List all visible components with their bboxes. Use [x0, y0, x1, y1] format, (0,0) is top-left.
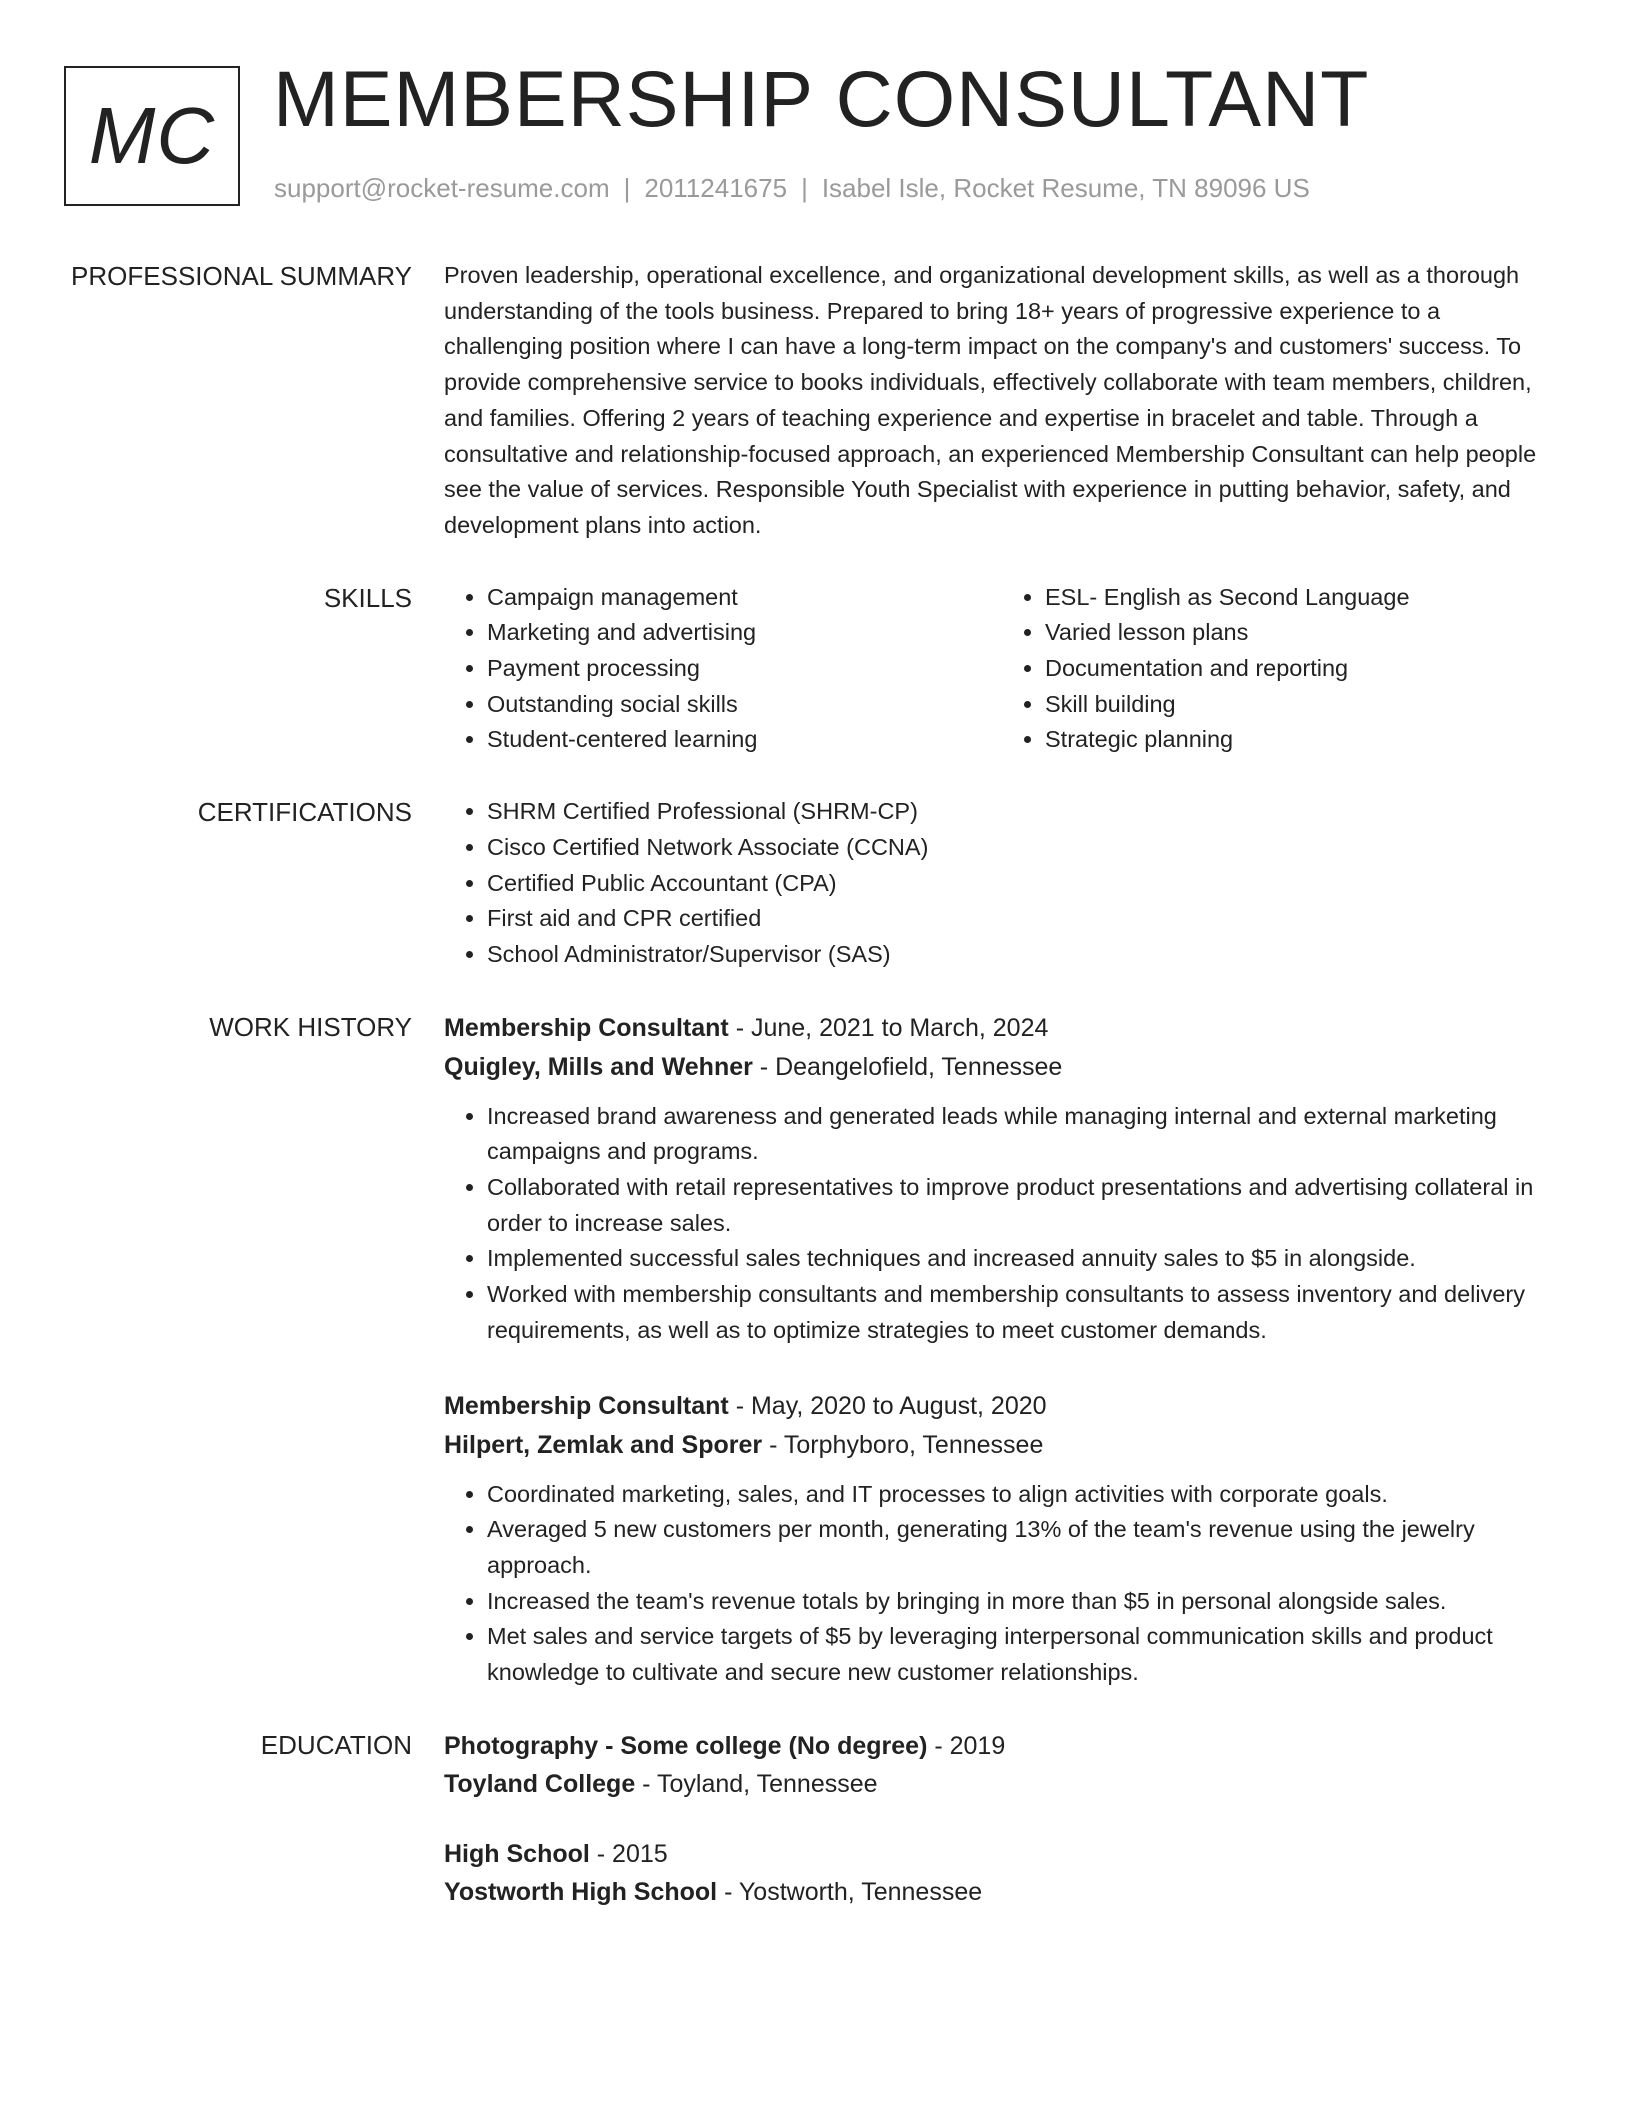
job-location: - Torphyboro, Tennessee	[762, 1430, 1044, 1459]
monogram: MC	[64, 66, 240, 206]
skills-list-left	[444, 580, 1002, 759]
work-history-section	[0, 1009, 1632, 1691]
certification-item: • School Administrator/Supervisor (SAS)	[487, 937, 1560, 973]
certification-item: • Cisco Certified Network Associate (CCNA)	[487, 830, 1560, 866]
skill-item: • Outstanding social skills	[487, 687, 1002, 723]
skill-item: • Skill building	[1045, 687, 1560, 723]
job-bullet: • Averaged 5 new customers per month, generating 13% of the team's revenue using the jewelry approach.	[487, 1512, 1560, 1583]
job-bullets	[444, 1099, 1560, 1349]
certification-item: • First aid and CPR certified	[487, 901, 1560, 937]
job-bullet: • Increased brand awareness and generated leads while managing internal and external marketing campaigns and programs.	[487, 1099, 1560, 1170]
section-heading: WORK HISTORY	[209, 1011, 412, 1042]
certification-item: • SHRM Certified Professional (SHRM-CP)	[487, 794, 1560, 830]
summary-text: Proven leadership, operational excellence, and organizational development skills, as well as a thorough understanding of the tools business. Prepared to bring 18+ years of progressive experience to a challenging position where I can have a long-term impact on the company's and customers' success. To provide comprehensive service to books individuals, effectively collaborate with team members, children, and families. Offering 2 years of teaching experience and expertise in bracelet and table. Through a consultative and relationship-focused approach, an experienced Membership Consultant can help people see the value of services. Responsible Youth Specialist with experience in putting behavior, safety, and development plans into action.	[444, 262, 1537, 538]
education-section	[0, 1727, 1632, 1911]
education-school: Yostworth High School	[444, 1877, 718, 1906]
job-bullet: • Increased the team's revenue totals by bringing in more than $5 in personal alongside sales.	[487, 1584, 1560, 1620]
education-school: Toyland College	[444, 1769, 636, 1798]
job-dates: - May, 2020 to August, 2020	[728, 1391, 1047, 1420]
job-title: Membership Consultant	[444, 1391, 729, 1420]
section-heading: EDUCATION	[260, 1729, 412, 1760]
education-entry	[444, 1835, 1560, 1911]
resume-title: MEMBERSHIP CONSULTANT	[273, 54, 1370, 143]
education-year: - 2019	[927, 1731, 1006, 1760]
job-bullets	[444, 1477, 1560, 1691]
job-title: Membership Consultant	[444, 1013, 729, 1042]
skill-item: • Marketing and advertising	[487, 615, 1002, 651]
job-bullet: • Collaborated with retail representatives to improve product presentations and advertising collateral in order to increase sales.	[487, 1170, 1560, 1241]
job-entry	[444, 1009, 1560, 1349]
certifications-section	[0, 794, 1632, 973]
contact-address: Isabel Isle, Rocket Resume, TN 89096 US	[821, 173, 1310, 203]
education-location: - Yostworth, Tennessee	[717, 1877, 983, 1906]
education-year: - 2015	[589, 1839, 668, 1868]
section-heading: CERTIFICATIONS	[197, 797, 412, 828]
job-entry	[444, 1387, 1560, 1691]
summary-section	[0, 258, 1632, 544]
job-dates: - June, 2021 to March, 2024	[728, 1013, 1049, 1042]
section-heading: PROFESSIONAL SUMMARY	[71, 261, 412, 291]
contact-separator: |	[623, 173, 631, 203]
job-bullet: • Worked with membership consultants and membership consultants to assess inventory and delivery requirements, as well as to optimize strategies to meet customer demands.	[487, 1277, 1560, 1348]
skill-item: • Varied lesson plans	[1045, 615, 1560, 651]
skills-section	[0, 580, 1632, 759]
job-bullet: • Coordinated marketing, sales, and IT processes to align activities with corporate goals.	[487, 1477, 1560, 1513]
skill-item: • Campaign management	[487, 580, 1002, 616]
job-location: - Deangelofield, Tennessee	[752, 1052, 1063, 1081]
contact-separator: |	[801, 173, 808, 203]
job-company: Hilpert, Zemlak and Sporer	[444, 1430, 763, 1459]
skill-item: • Documentation and reporting	[1045, 651, 1560, 687]
skill-item: • Payment processing	[487, 651, 1002, 687]
section-heading: SKILLS	[323, 582, 412, 613]
skill-item: • Student-centered learning	[487, 722, 1002, 758]
education-location: - Toyland, Tennessee	[635, 1769, 878, 1798]
contact-email[interactable]: support@rocket-resume.com	[274, 173, 610, 203]
skills-list-right	[1002, 580, 1560, 759]
education-entry	[444, 1727, 1560, 1803]
certifications-list	[444, 794, 1560, 973]
education-degree: Photography - Some college (No degree)	[444, 1731, 928, 1760]
certification-item: • Certified Public Accountant (CPA)	[487, 866, 1560, 902]
resume-content	[0, 258, 1632, 1947]
skill-item: • ESL- English as Second Language	[1045, 580, 1560, 616]
contact-line	[274, 173, 1310, 204]
job-company: Quigley, Mills and Wehner	[444, 1052, 753, 1081]
job-bullet: • Implemented successful sales techniques and increased annuity sales to $5 in alongside.	[487, 1241, 1560, 1277]
contact-phone[interactable]: 2011241675	[644, 173, 788, 203]
skill-item: • Strategic planning	[1045, 722, 1560, 758]
education-degree: High School	[444, 1839, 590, 1868]
job-bullet: • Met sales and service targets of $5 by leveraging interpersonal communication skills and product knowledge to cultivate and secure new customer relationships.	[487, 1619, 1560, 1690]
